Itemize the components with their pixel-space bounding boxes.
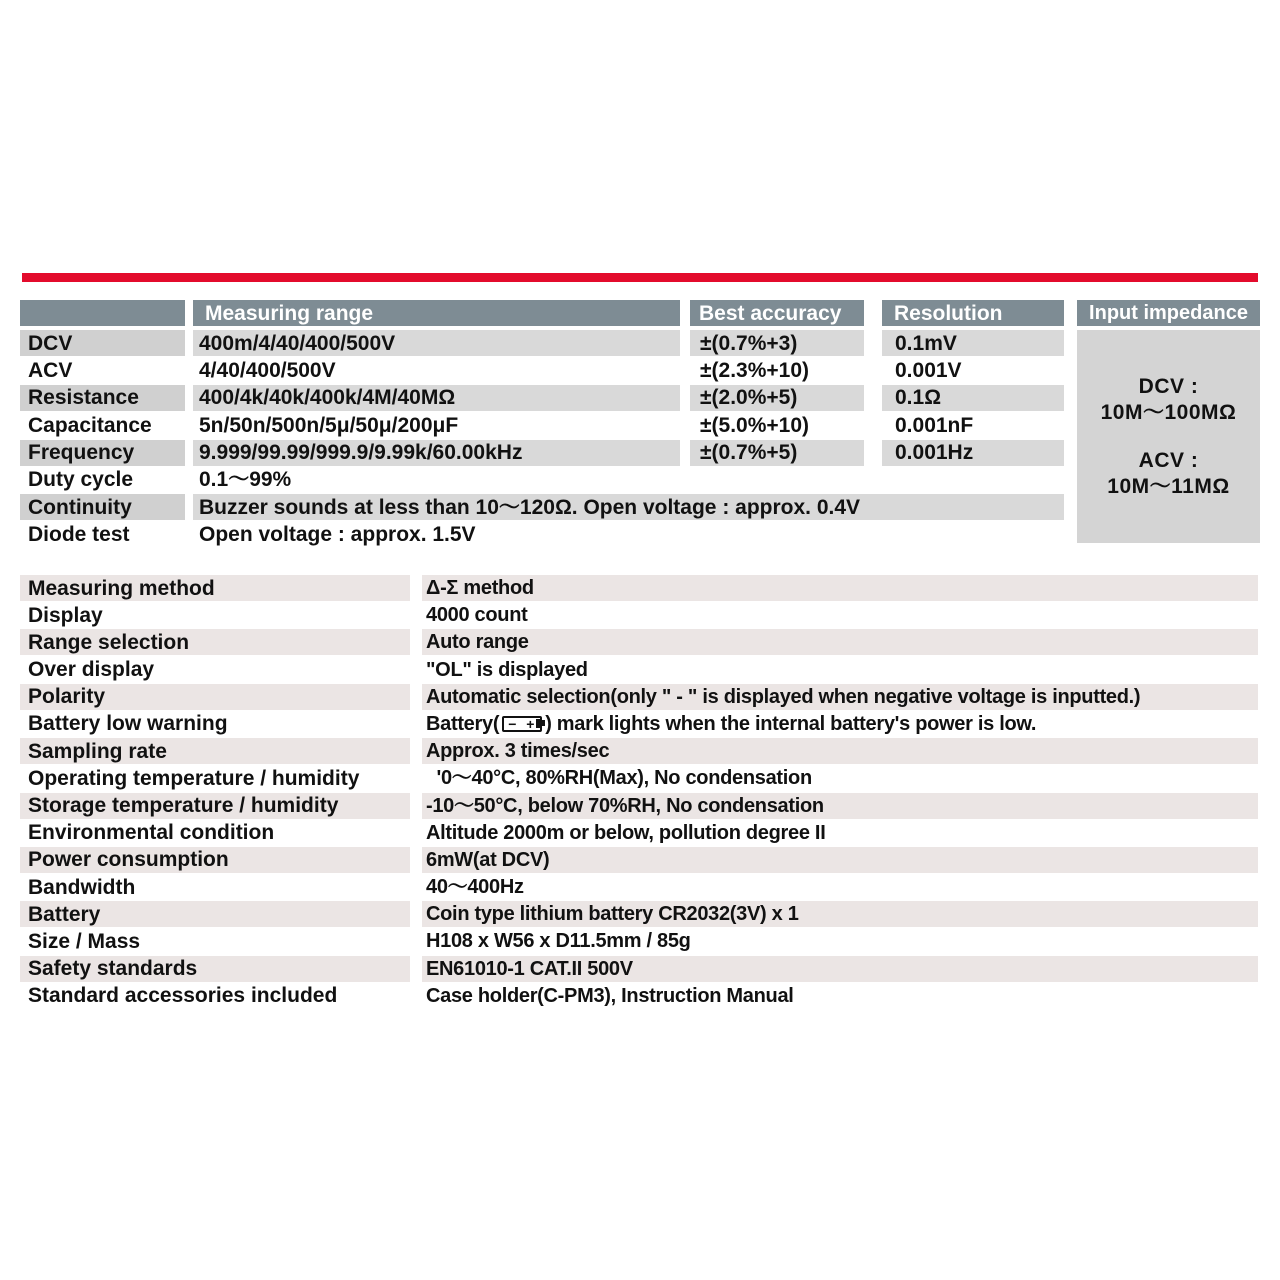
measuring-range-value: 4/40/400/500V	[199, 358, 336, 382]
row-value: Auto range	[422, 629, 1258, 655]
resolution-value: 0.001Hz	[882, 440, 1064, 466]
best-accuracy-value: ±(0.7%+5)	[690, 440, 864, 466]
header-cell-empty	[20, 300, 185, 326]
row-value: H108 x W56 x D11.5mm / 85g	[426, 930, 691, 953]
row-value: Approx. 3 times/sec	[422, 738, 1258, 764]
row-label: Duty cycle	[28, 468, 134, 492]
red-accent-bar	[22, 273, 1258, 282]
table-row	[20, 467, 1260, 493]
table-row	[20, 847, 1260, 873]
table-row	[20, 440, 1260, 466]
row-value: Case holder(C-PM3), Instruction Manual	[426, 984, 794, 1007]
row-label: Capacitance	[28, 413, 152, 437]
row-label: Frequency	[20, 440, 185, 466]
table-row	[20, 901, 1260, 927]
best-accuracy-value: ±(2.3%+10)	[700, 358, 809, 382]
row-value: Automatic selection(only " - " is displayed when negative voltage is inputted.)	[422, 684, 1258, 710]
resolution-value: 0.1Ω	[882, 385, 1064, 411]
row-value: 4000 count	[426, 604, 528, 627]
value-suffix: ) mark lights when the internal battery's power is low.	[545, 712, 1037, 735]
row-label: Over display	[28, 658, 155, 682]
measuring-range-value: 0.1～99%	[199, 468, 292, 492]
row-label: Battery	[20, 901, 410, 927]
general-spec-table	[20, 575, 1260, 1009]
table-row	[20, 711, 1260, 737]
row-label: Continuity	[20, 494, 185, 520]
table-row	[20, 738, 1260, 764]
impedance-line: DCV :	[1138, 375, 1199, 398]
row-label: Environmental condition	[28, 821, 275, 845]
best-accuracy-value: ±(0.7%+3)	[690, 330, 864, 356]
resolution-value: 0.1mV	[882, 330, 1064, 356]
row-value: "OL" is displayed	[426, 658, 588, 681]
table-row	[20, 983, 1260, 1009]
header-measuring-range: Measuring range	[193, 300, 680, 326]
table-row	[20, 765, 1260, 791]
row-label: Size / Mass	[28, 929, 141, 953]
row-label: Display	[28, 603, 103, 627]
value-prefix: Battery(	[426, 712, 500, 735]
row-value	[422, 711, 1258, 737]
row-label: Diode test	[28, 523, 130, 547]
table-row	[20, 330, 1260, 356]
header-resolution: Resolution	[882, 300, 1064, 326]
row-label: Safety standards	[20, 956, 410, 982]
table-row	[20, 494, 1260, 520]
table-row	[20, 820, 1260, 846]
measuring-range-value: 400/4k/40k/400k/4M/40MΩ	[193, 385, 680, 411]
table-row	[20, 575, 1260, 601]
measuring-range-value: 9.999/99.99/999.9/9.99k/60.00kHz	[193, 440, 680, 466]
table-row	[20, 385, 1260, 411]
row-value: -10～50°C, below 70%RH, No condensation	[422, 793, 1258, 819]
row-label: Storage temperature / humidity	[20, 793, 410, 819]
input-impedance-block	[1077, 330, 1260, 543]
table-row	[20, 684, 1260, 710]
table-row	[20, 793, 1260, 819]
row-label: ACV	[28, 358, 73, 382]
best-accuracy-value	[690, 467, 864, 493]
impedance-line: ACV :	[1138, 449, 1199, 472]
measuring-range-value: 400m/4/40/400/500V	[193, 330, 680, 356]
measurement-spec-table	[20, 300, 1260, 548]
row-label: Sampling rate	[20, 738, 410, 764]
row-label: Operating temperature / humidity	[28, 766, 360, 790]
row-value: 6mW(at DCV)	[422, 847, 1258, 873]
measuring-range-value: Buzzer sounds at less than 10～120Ω. Open voltage : approx. 0.4V	[193, 494, 1064, 520]
table-row	[20, 928, 1260, 954]
best-accuracy-value: ±(5.0%+10)	[700, 413, 809, 437]
best-accuracy-value: ±(2.0%+5)	[690, 385, 864, 411]
resolution-value	[882, 467, 1064, 493]
impedance-line: 10M～100MΩ	[1100, 401, 1237, 424]
header-input-impedance: Input impedance	[1077, 300, 1260, 326]
row-value: Δ-Σ method	[422, 575, 1258, 601]
row-label: DCV	[20, 330, 185, 356]
header-best-accuracy: Best accuracy	[690, 300, 864, 326]
row-label: Polarity	[20, 684, 410, 710]
general-table-rows	[20, 575, 1260, 1009]
row-label: Resistance	[20, 385, 185, 411]
row-label: Power consumption	[20, 847, 410, 873]
row-value: Altitude 2000m or below, pollution degree II	[426, 821, 826, 844]
row-value: Coin type lithium battery CR2032(3V) x 1	[422, 901, 1258, 927]
table-row	[20, 629, 1260, 655]
impedance-spacer	[1077, 426, 1260, 448]
row-label: Bandwidth	[28, 875, 136, 899]
table-row	[20, 657, 1260, 683]
table-row	[20, 602, 1260, 628]
battery-icon: − +	[502, 716, 542, 732]
table-row	[20, 874, 1260, 900]
spec-table-rows	[20, 330, 1260, 548]
table-row	[20, 956, 1260, 982]
table-row	[20, 412, 1260, 438]
table-row	[20, 522, 1260, 548]
impedance-line: 10M～11MΩ	[1107, 475, 1230, 498]
resolution-value: 0.001nF	[895, 413, 974, 437]
row-label: Measuring method	[20, 575, 410, 601]
measuring-range-value: Open voltage : approx. 1.5V	[199, 523, 476, 547]
row-label: Range selection	[20, 629, 410, 655]
row-label: Battery low warning	[28, 712, 228, 736]
row-value: '0～40°C, 80%RH(Max), No condensation	[426, 767, 812, 790]
row-value: 40～400Hz	[426, 876, 524, 899]
resolution-value: 0.001V	[895, 358, 962, 382]
measuring-range-value: 5n/50n/500n/5μ/50μ/200μF	[199, 413, 459, 437]
spec-table-header-row	[20, 300, 1260, 326]
row-label: Standard accessories included	[28, 984, 338, 1008]
table-row	[20, 357, 1260, 383]
row-value: EN61010-1 CAT.II 500V	[422, 956, 1258, 982]
